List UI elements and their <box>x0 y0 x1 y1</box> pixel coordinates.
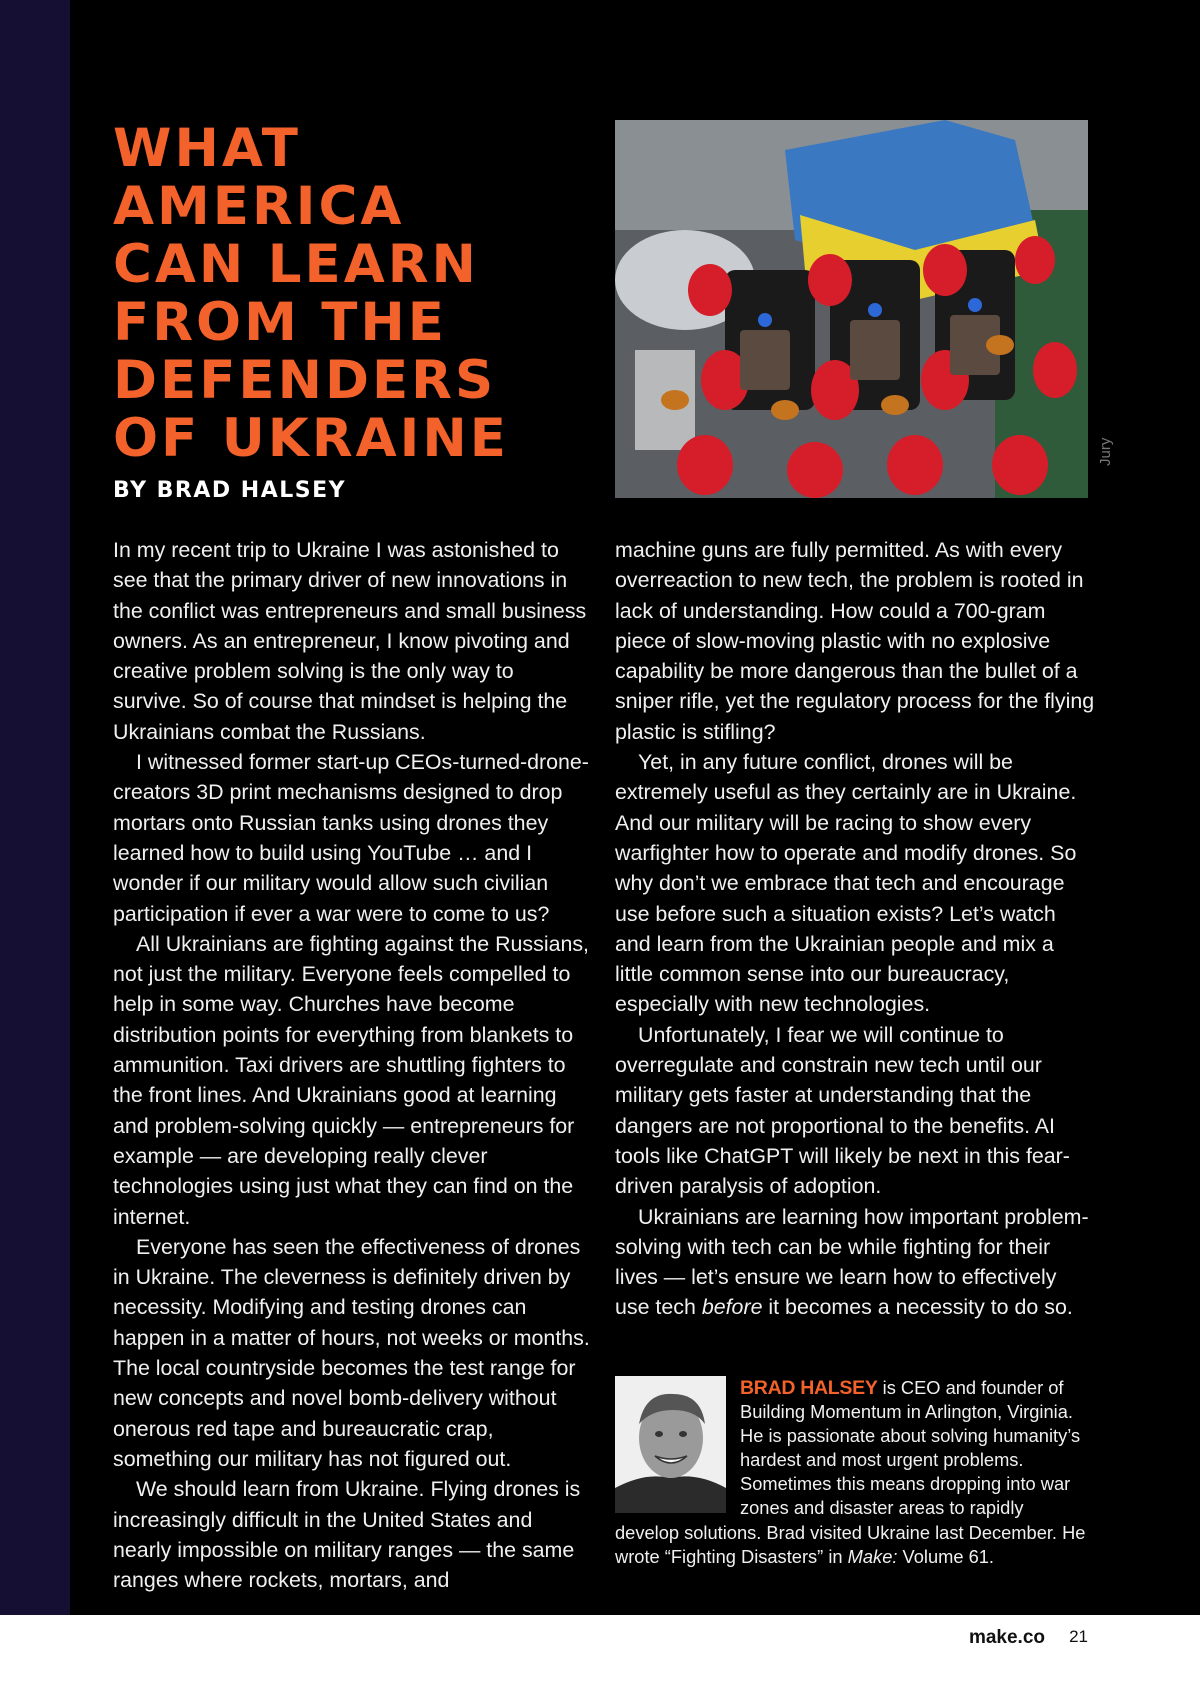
body-paragraph: Yet, in any future conflict, drones will be extremely useful as they certainly are in Ukraine. And our military will be racing to show every warfighter how to operate and modify drones. So why don’t we embrace that tech and encourage use before such a situation exists? Let’s watch and learn from the Ukrainian people and mix a little common sense into our bureaucracy, especially with new technologies. <box>615 750 1077 1017</box>
body-column-right <box>615 535 1095 1323</box>
article-byline: BY BRAD HALSEY <box>113 478 347 503</box>
footer-site: make.co <box>968 1627 1045 1648</box>
headline-line: FROM THE <box>113 292 447 353</box>
author-portrait-illustration <box>615 1376 726 1513</box>
body-paragraph: Unfortunately, I fear we will continue to overregulate and constrain new tech until our military gets faster at understanding that the dangers are not proportional to the benefits. AI tools like ChatGPT will likely be next in this fear-driven paralysis of adoption. <box>615 1022 1070 1199</box>
body-paragraph-final <box>615 1202 1095 1323</box>
body-paragraph: I witnessed former start-up CEOs-turned-drone-creators 3D print mechanisms designed to drop mortars onto Russian tanks using drones they learned how to build using YouTube … and I wonder if our military would allow such civilian participation if ever a war were to come to us? <box>113 750 589 926</box>
page-number: 21 <box>1069 1627 1088 1646</box>
photo-credit: Jury <box>1097 437 1114 466</box>
article-headline <box>113 120 583 468</box>
bio-publication: Make: <box>847 1545 898 1567</box>
body-paragraph: Everyone has seen the effectiveness of drones in Ukraine. The cleverness is definitely driven by necessity. Modifying and testing drones can happen in a matter of hours, not weeks or months. The local countryside becomes the test range for new concepts and novel bomb-delivery without onerous red tape and bureaucratic crap, something our military has not figured out. <box>113 1234 590 1471</box>
bio-author-name: BRAD HALSEY <box>740 1377 878 1399</box>
bio-text: is CEO and founder of Building Momentum in Arlington, Virginia. He is passionate about solving humanity’s hardest and most urgent problems. Sometimes this means dropping into war zones and disaster areas to rapidly develop solutions. Brad visited Ukraine last December. He wrote “Fighting Disasters” in <box>615 1377 1086 1567</box>
headline-line: DEFENDERS <box>113 350 497 411</box>
drone-parts-illustration <box>615 120 1088 498</box>
left-sidebar-strip <box>0 0 70 1615</box>
final-text-emphasis: before <box>701 1295 763 1320</box>
headline-line: AMERICA <box>113 176 405 237</box>
body-column-left <box>113 535 593 1595</box>
drone-parts-photo <box>615 120 1088 498</box>
headline-line: WHAT <box>113 118 301 179</box>
headline-line: CAN LEARN <box>113 234 479 295</box>
body-paragraph: All Ukrainians are fighting against the Russians, not just the military. Everyone feels compelled to help in some way. Churches have become distribution points for everything from blankets to ammunition. Taxi drivers are shuttling fighters to the front lines. And Ukrainians good at learning and problem-solving quickly — entrepreneurs for example — are developing really clever technologies using just what they can find on the internet. <box>113 931 590 1229</box>
final-text-after: it becomes a necessity to do so. <box>762 1295 1073 1320</box>
final-text-before: Ukrainians are learning how important problem-solving with tech can be while fighting for their lives — let’s ensure we learn how to effectively use tech <box>615 1204 1089 1320</box>
body-paragraph: We should learn from Ukraine. Flying drones is increasingly difficult in the United States and nearly impossible on military ranges — the same ranges where rockets, mortars, and <box>113 1477 581 1593</box>
body-paragraph: In my recent trip to Ukraine I was astonished to see that the primary driver of new innovations in the conflict was entrepreneurs and small business owners. As an entrepreneur, I know pivoting and creative problem solving is the only way to survive. So of course that mindset is helping the Ukrainians combat the Russians. <box>113 538 587 744</box>
headline-line: OF UKRAINE <box>113 408 509 469</box>
body-paragraph: machine guns are fully permitted. As with every overreaction to new tech, the problem is rooted in lack of understanding. How could a 700-gram piece of slow-moving plastic with no explosive capability be more dangerous than the bullet of a sniper rifle, yet the regulatory process for the flying plastic is stifling? <box>615 538 1095 744</box>
bio-text-end: Volume 61. <box>897 1545 995 1567</box>
author-portrait <box>615 1376 726 1513</box>
author-bio <box>615 1376 1090 1569</box>
